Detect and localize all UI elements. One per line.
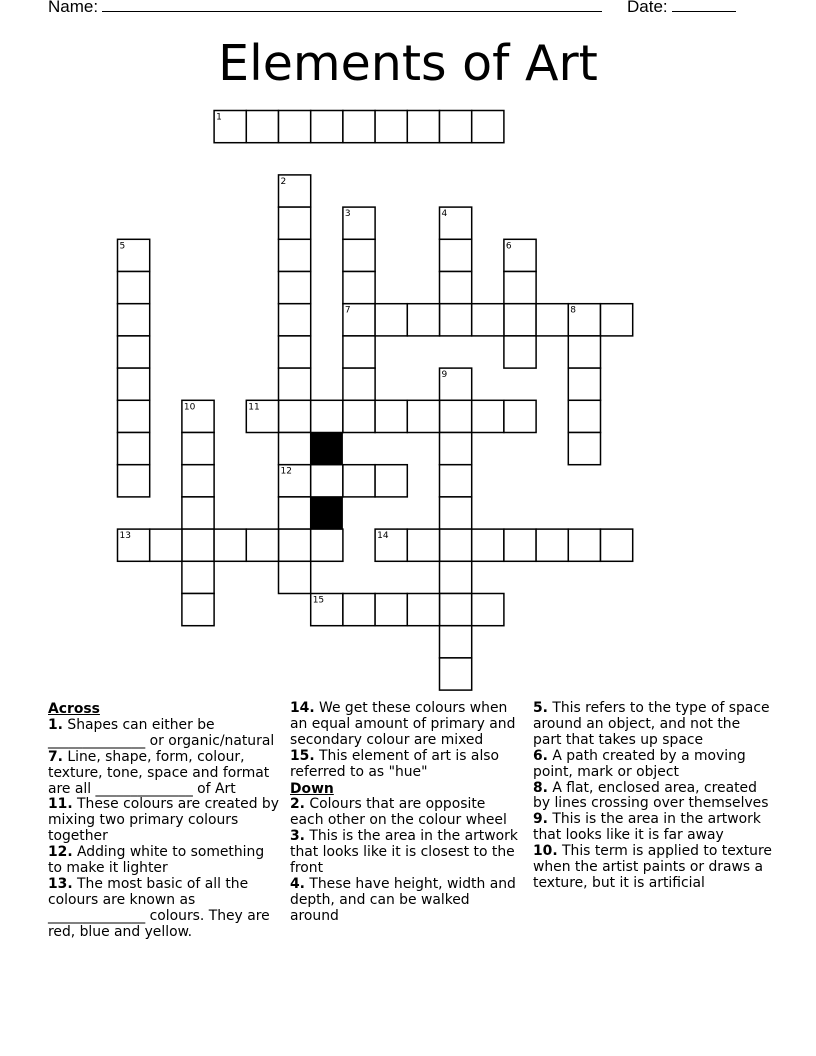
- clue-text: This refers to the type of space around an object, and not the part that takes up space: [533, 700, 770, 748]
- grid-cell[interactable]: [375, 465, 407, 497]
- clue-number: 8.: [533, 779, 548, 796]
- grid-cell[interactable]: [311, 111, 343, 143]
- grid-cell[interactable]: [279, 111, 311, 143]
- clue-text: A path created by a moving point, mark or object: [533, 747, 746, 780]
- across-heading: Across: [48, 701, 100, 717]
- black-square: [311, 497, 343, 529]
- grid-cell[interactable]: [536, 529, 568, 561]
- grid-cell[interactable]: [568, 529, 600, 561]
- cell-number: 7: [344, 305, 351, 316]
- cell-number: 1: [216, 112, 222, 123]
- grid-cell[interactable]: [279, 336, 311, 368]
- clue-number: 4.: [290, 875, 305, 892]
- clue-number: 10.: [533, 843, 558, 860]
- clue-down-9: [533, 812, 773, 844]
- grid-cell[interactable]: [343, 336, 375, 368]
- grid-cell[interactable]: [343, 239, 375, 271]
- grid-cell[interactable]: [279, 239, 311, 271]
- grid-cell[interactable]: [118, 368, 150, 400]
- grid-cell[interactable]: [246, 111, 278, 143]
- grid-cell[interactable]: [440, 111, 472, 143]
- clue-number: 13.: [48, 875, 73, 892]
- grid-cell[interactable]: [568, 368, 600, 400]
- grid-cell[interactable]: [311, 465, 343, 497]
- grid-cell[interactable]: [568, 400, 600, 432]
- grid-cell[interactable]: [182, 529, 214, 561]
- clue-text: The most basic of all the colours are known as ______________ colours. They are red, blue and yellow.: [48, 875, 270, 940]
- grid-cell[interactable]: [407, 111, 439, 143]
- clue-text: This term is applied to texture when the artist paints or draws a texture, but it is artificial: [533, 843, 772, 891]
- grid-cell[interactable]: [343, 594, 375, 626]
- grid-cell[interactable]: [504, 400, 536, 432]
- black-square: [311, 433, 343, 465]
- grid-cell[interactable]: [279, 368, 311, 400]
- grid-cell[interactable]: [118, 272, 150, 304]
- clue-number: 1.: [48, 716, 63, 733]
- cell-number: 15: [312, 595, 325, 606]
- grid-cell[interactable]: [311, 400, 343, 432]
- clue-number: 12.: [48, 844, 73, 861]
- grid-cell[interactable]: [407, 594, 439, 626]
- clue-down-8: [533, 781, 773, 813]
- cell-number: 14: [377, 531, 389, 542]
- grid-cell[interactable]: [343, 400, 375, 432]
- clue-text: A flat, enclosed area, created by lines crossing over themselves: [533, 779, 769, 812]
- clue-across-15: [290, 749, 522, 781]
- clue-text: Line, shape, form, colour, texture, tone, space and format are all ______________ of Art: [48, 748, 270, 797]
- clue-down-4: [290, 877, 522, 925]
- grid-cell[interactable]: [504, 304, 536, 336]
- grid-cell[interactable]: [440, 239, 472, 271]
- clue-number: 11.: [48, 796, 73, 813]
- grid-cell[interactable]: [279, 207, 311, 239]
- grid-cell[interactable]: [568, 336, 600, 368]
- cell-number: 3: [344, 209, 351, 220]
- clue-number: 14.: [290, 700, 315, 716]
- grid-cell[interactable]: [343, 111, 375, 143]
- cell-number: 11: [248, 402, 260, 413]
- grid-cell[interactable]: [118, 400, 150, 432]
- grid-cell[interactable]: [118, 336, 150, 368]
- clue-text: This is the area in the artwork that looks like it is far away: [533, 811, 761, 844]
- cell-number: 6: [505, 241, 512, 252]
- grid-cell[interactable]: [440, 561, 472, 593]
- grid-cell[interactable]: [279, 433, 311, 465]
- clue-text: This element of art is also referred to as "hue": [290, 747, 500, 780]
- grid-cell[interactable]: [375, 304, 407, 336]
- cell-number: 9: [441, 370, 448, 381]
- clue-down-3: [290, 829, 522, 877]
- clue-across-14: [290, 701, 522, 749]
- grid-cell[interactable]: [118, 304, 150, 336]
- grid-cell[interactable]: [246, 529, 278, 561]
- grid-cell[interactable]: [375, 594, 407, 626]
- clues-column-2: [290, 701, 522, 925]
- clue-text: We get these colours when an equal amount of primary and secondary colour are mixed: [290, 700, 516, 748]
- clue-number: 3.: [290, 828, 305, 845]
- grid-cell[interactable]: [182, 497, 214, 529]
- grid-cell[interactable]: [440, 400, 472, 432]
- grid-cell[interactable]: [279, 497, 311, 529]
- grid-cell[interactable]: [472, 594, 504, 626]
- clue-number: 2.: [290, 796, 305, 813]
- grid-cell[interactable]: [407, 304, 439, 336]
- grid-cell[interactable]: [407, 529, 439, 561]
- clue-down-6: [533, 749, 773, 781]
- grid-cell[interactable]: [440, 594, 472, 626]
- grid-cell[interactable]: [375, 111, 407, 143]
- clue-across-12: [48, 845, 280, 877]
- clue-text: These have height, width and depth, and can be walked around: [290, 875, 516, 924]
- grid-cell[interactable]: [182, 433, 214, 465]
- grid-cell[interactable]: [118, 433, 150, 465]
- grid-cell[interactable]: [279, 561, 311, 593]
- clue-across-1: [48, 718, 280, 750]
- grid-cell[interactable]: [440, 626, 472, 658]
- grid-cell[interactable]: [601, 529, 633, 561]
- grid-cell[interactable]: [568, 433, 600, 465]
- grid-cell[interactable]: [311, 529, 343, 561]
- name-label: Name:: [48, 0, 99, 16]
- clues-column-1: [48, 701, 280, 941]
- grid-cell[interactable]: [343, 272, 375, 304]
- grid-cell[interactable]: [440, 497, 472, 529]
- grid-cell[interactable]: [343, 368, 375, 400]
- grid-cell[interactable]: [440, 433, 472, 465]
- grid-cell[interactable]: [182, 594, 214, 626]
- grid-cell[interactable]: [536, 304, 568, 336]
- grid-cell[interactable]: [440, 465, 472, 497]
- grid-cell[interactable]: [279, 272, 311, 304]
- clues-column-3: [533, 701, 773, 892]
- down-heading: Down: [290, 780, 334, 797]
- grid-cell[interactable]: [472, 400, 504, 432]
- grid-cell[interactable]: [182, 561, 214, 593]
- clue-down-5: [533, 701, 773, 749]
- clue-text: This is the area in the artwork that looks like it is closest to the front: [290, 828, 518, 877]
- cell-number: 12: [280, 466, 292, 477]
- grid-cell[interactable]: [279, 400, 311, 432]
- grid-cell[interactable]: [118, 465, 150, 497]
- clue-number: 7.: [48, 748, 63, 765]
- cell-number: 4: [441, 209, 448, 220]
- grid-cell[interactable]: [472, 111, 504, 143]
- cell-number: 8: [570, 305, 577, 316]
- grid-cell[interactable]: [440, 529, 472, 561]
- cell-number: 10: [183, 402, 196, 413]
- grid-cell[interactable]: [440, 272, 472, 304]
- clue-number: 9.: [533, 811, 548, 828]
- grid-cell[interactable]: [504, 336, 536, 368]
- clue-number: 6.: [533, 747, 548, 764]
- clue-across-7: [48, 750, 280, 798]
- grid-cell[interactable]: [407, 400, 439, 432]
- grid-cell[interactable]: [504, 529, 536, 561]
- grid-cell[interactable]: [279, 529, 311, 561]
- cell-number: 13: [119, 531, 131, 542]
- clue-text: Adding white to something to make it lighter: [48, 844, 265, 877]
- clue-text: Colours that are opposite each other on the colour wheel: [290, 796, 507, 829]
- clue-text: These colours are created by mixing two primary colours together: [48, 796, 279, 845]
- grid-cell[interactable]: [601, 304, 633, 336]
- clue-across-13: [48, 877, 280, 941]
- grid-cell[interactable]: [375, 400, 407, 432]
- clue-number: 5.: [533, 700, 548, 716]
- grid-cell[interactable]: [472, 529, 504, 561]
- grid-cell[interactable]: [182, 465, 214, 497]
- clue-text: Shapes can either be ______________ or organic/natural: [48, 716, 275, 749]
- grid-cell[interactable]: [440, 658, 472, 690]
- cell-number: 2: [280, 176, 287, 187]
- clue-number: 15.: [290, 747, 315, 764]
- grid-cell[interactable]: [150, 529, 182, 561]
- grid-cell[interactable]: [214, 529, 246, 561]
- grid-cell[interactable]: [504, 272, 536, 304]
- grid-cell[interactable]: [440, 304, 472, 336]
- page-title: Elements of Art: [218, 35, 598, 92]
- clue-across-11: [48, 797, 280, 845]
- cell-number: 5: [119, 241, 126, 252]
- clue-down-10: [533, 844, 773, 892]
- grid-cell[interactable]: [472, 304, 504, 336]
- grid-cell[interactable]: [279, 304, 311, 336]
- clue-down-2: [290, 797, 522, 829]
- date-label: Date:: [627, 0, 668, 16]
- grid-cell[interactable]: [343, 465, 375, 497]
